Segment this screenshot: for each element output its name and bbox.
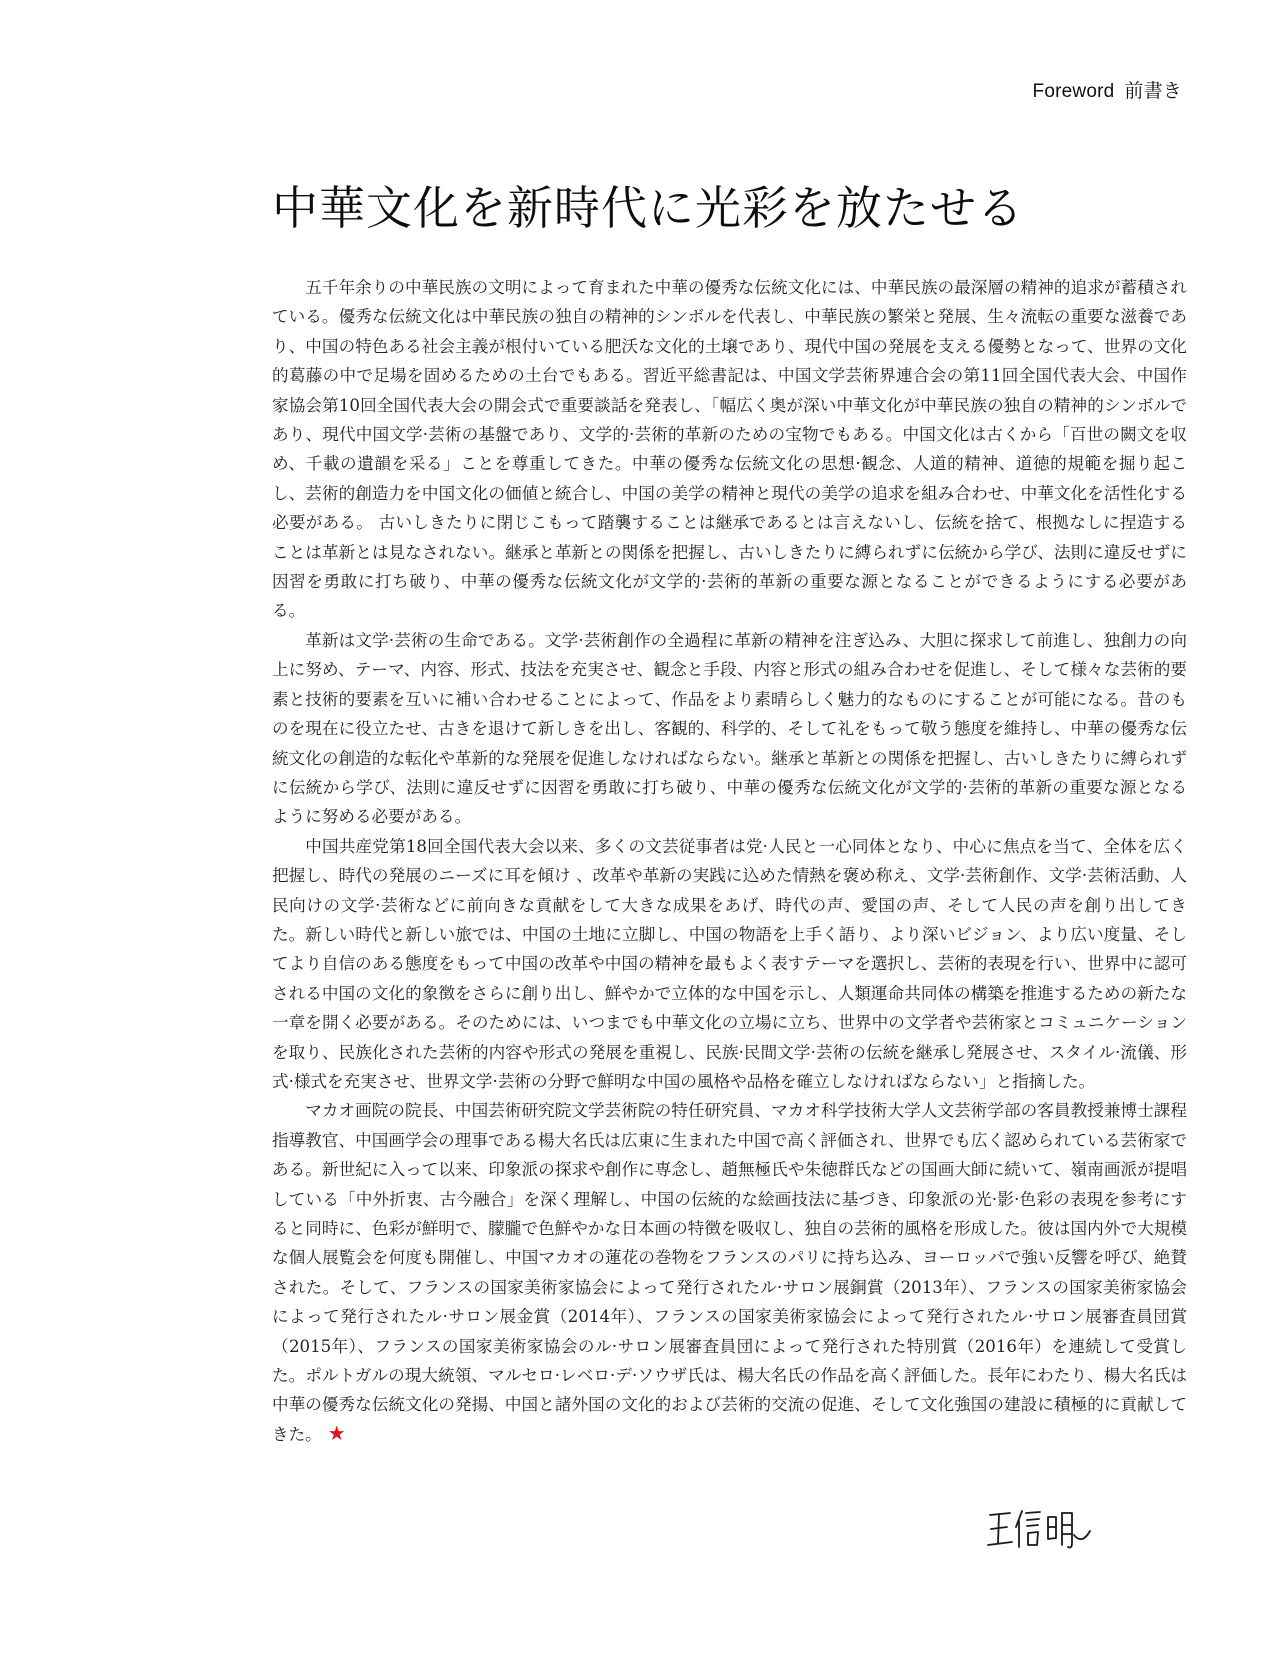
red-star-icon: ★ [327, 1420, 346, 1445]
paragraph-3: 中国共産党第18回全国代表大会以来、多くの文芸従事者は党·人民と一心同体となり、中心に焦点を当て、全体を広く把握し、時代の発展のニーズに耳を傾け 、改革や革新の実践に込めた情熱を褒め称え、文学·芸術創作、文学·芸術活動、人民向けの文学·芸術などに前向きな貢献をして大きな成果をあげ、時代の声、愛国の声、そして人民の声を創り出してきた。新しい時代と新しい旅では、中国の土地に立脚し、中国の物語を上手く語り、より深いビジョン、より広い度量、そしてより自信のある態度をもって中国の改革や中国の精神を最もよく表すテーマを選択し、芸術的表現を行い、世界中に認可される中国の文化的象徴をさらに創り出し、鮮やかで立体的な中国を示し、人類運命共同体の構築を推進するための新たな一章を開く必要がある。そのためには、いつまでも中華文化の立場に立ち、世界中の文学者や芸術家とコミュニケーションを取り、民族化された芸術的内容や形式の発展を重視し、民族·民間文学·芸術の伝統を継承し発展させ、スタイル·流儀、形式·様式を充実させ、世界文学·芸術の分野で鮮明な中国の風格や品格を確立しなければならない」と指摘した。 [272, 836, 1187, 1091]
running-header [1033, 76, 1182, 103]
article-body [272, 273, 1187, 1449]
header-label-en: Foreword [1032, 81, 1115, 102]
paragraph-1: 五千年余りの中華民族の文明によって育まれた中華の優秀な伝統文化には、中華民族の最深層の精神的追求が蓄積されている。優秀な伝統文化は中華民族の独自の精神的シンボルを代表し、中華民族の繁栄と発展、生々流転の重要な滋養であり、中国の特色ある社会主義が根付いている肥沃な文化的土壌であり、現代中国の発展を支える優勢となって、世界の文化的葛藤の中で足場を固めるための土台でもある。習近平総書記は、中国文学芸術界連合会の第11回全国代表大会、中国作家協会第10回全国代表大会の開会式で重要談話を発表し、「幅広く奥が深い中華文化が中華民族の独自の精神的シンボルであり、現代中国文学·芸術の基盤であり、文学的·芸術的革新のための宝物でもある。中国文化は古くから「百世の闕文を収め、千載の遺韻を采る」ことを尊重してきた。中華の優秀な伝統文化の思想·観念、人道的精神、道徳的規範を掘り起こし、芸術的創造力を中国文化の価値と統合し、中国の美学の精神と現代の美学の追求を組み合わせ、中華文化を活性化する必要がある。 古いしきたりに閉じこもって踏襲することは継承であるとは言えないし、伝統を捨て、根拠なしに捏造することは革新とは見なされない。継承と革新との関係を把握し、古いしきたりに縛られずに伝統から学び、法則に違反せずに因習を勇敢に打ち破り、中華の優秀な伝統文化が文学的·芸術的革新の重要な源となることができるようにする必要がある。 [272, 278, 1187, 621]
handwritten-signature [986, 1505, 1096, 1555]
paragraph-2: 革新は文学·芸術の生命である。文学·芸術創作の全過程に革新の精神を注ぎ込み、大胆に探求して前進し、独創力の向上に努め、テーマ、内容、形式、技法を充実させ、観念と手段、内容と形式の組み合わせを促進し、そして様々な芸術的要素と技術的要素を互いに補い合わせることによって、作品をより素晴らしく魅力的なものにすることが可能になる。昔のものを現在に役立たせ、古きを退けて新しきを出し、客観的、科学的、そして礼をもって敬う態度を維持し、中華の優秀な伝統文化の創造的な転化や革新的な発展を促進しなければならない。継承と革新との関係を把握し、古いしきたりに縛られずに伝統から学び、法則に違反せずに因習を勇敢に打ち破り、中華の優秀な伝統文化が文学的·芸術的革新の重要な源となるように努める必要がある。 [272, 630, 1187, 827]
paragraph-4-text: マカオ画院の院長、中国芸術研究院文学芸術院の特任研究員、マカオ科学技術大学人文芸術学部の客員教授兼博士課程指導教官、中国画学会の理事である楊大名氏は広東に生まれた中国で高く評価され、世界でも広く認められている芸術家である。新世紀に入って以来、印象派の探求や創作に専念し、趙無極氏や朱徳群氏などの国画大師に続いて、嶺南画派が提唱している「中外折衷、古今融合」を深く理解し、中国の伝統的な絵画技法に基づき、印象派の光·影·色彩の表現を参考にすると同時に、色彩が鮮明で、朦朧で色鮮やかな日本画の特徴を吸収し、独自の芸術的風格を形成した。彼は国内外で大規模な個人展覧会を何度も開催し、中国マカオの蓮花の巻物をフランスのパリに持ち込み、ヨーロッパで強い反響を呼び、絶賛された。そして、フランスの国家美術家協会によって発行されたル·サロン展銅賞（2013年）、フランスの国家美術家協会によって発行されたル·サロン展金賞（2014年）、フランスの国家美術家協会によって発行されたル·サロン展審査員団賞（2015年）、フランスの国家美術家協会のル·サロン展審査員団によって発行された特別賞（2016年）を連続して受賞した。ポルトガルの現大統領、マルセロ·レベロ·デ·ソウザ氏は、楊大名氏の作品を高く評価した。長年にわたり、楊大名氏は中華の優秀な伝統文化の発揚、中国と諸外国の文化的および芸術的交流の促進、そして文化強国の建設に積極的に貢献してきた。 [272, 1101, 1187, 1444]
paragraph-4 [272, 1096, 1187, 1449]
header-label-jp: 前書き [1124, 81, 1182, 102]
page-title: 中華文化を新時代に光彩を放たせる [272, 181, 1024, 235]
